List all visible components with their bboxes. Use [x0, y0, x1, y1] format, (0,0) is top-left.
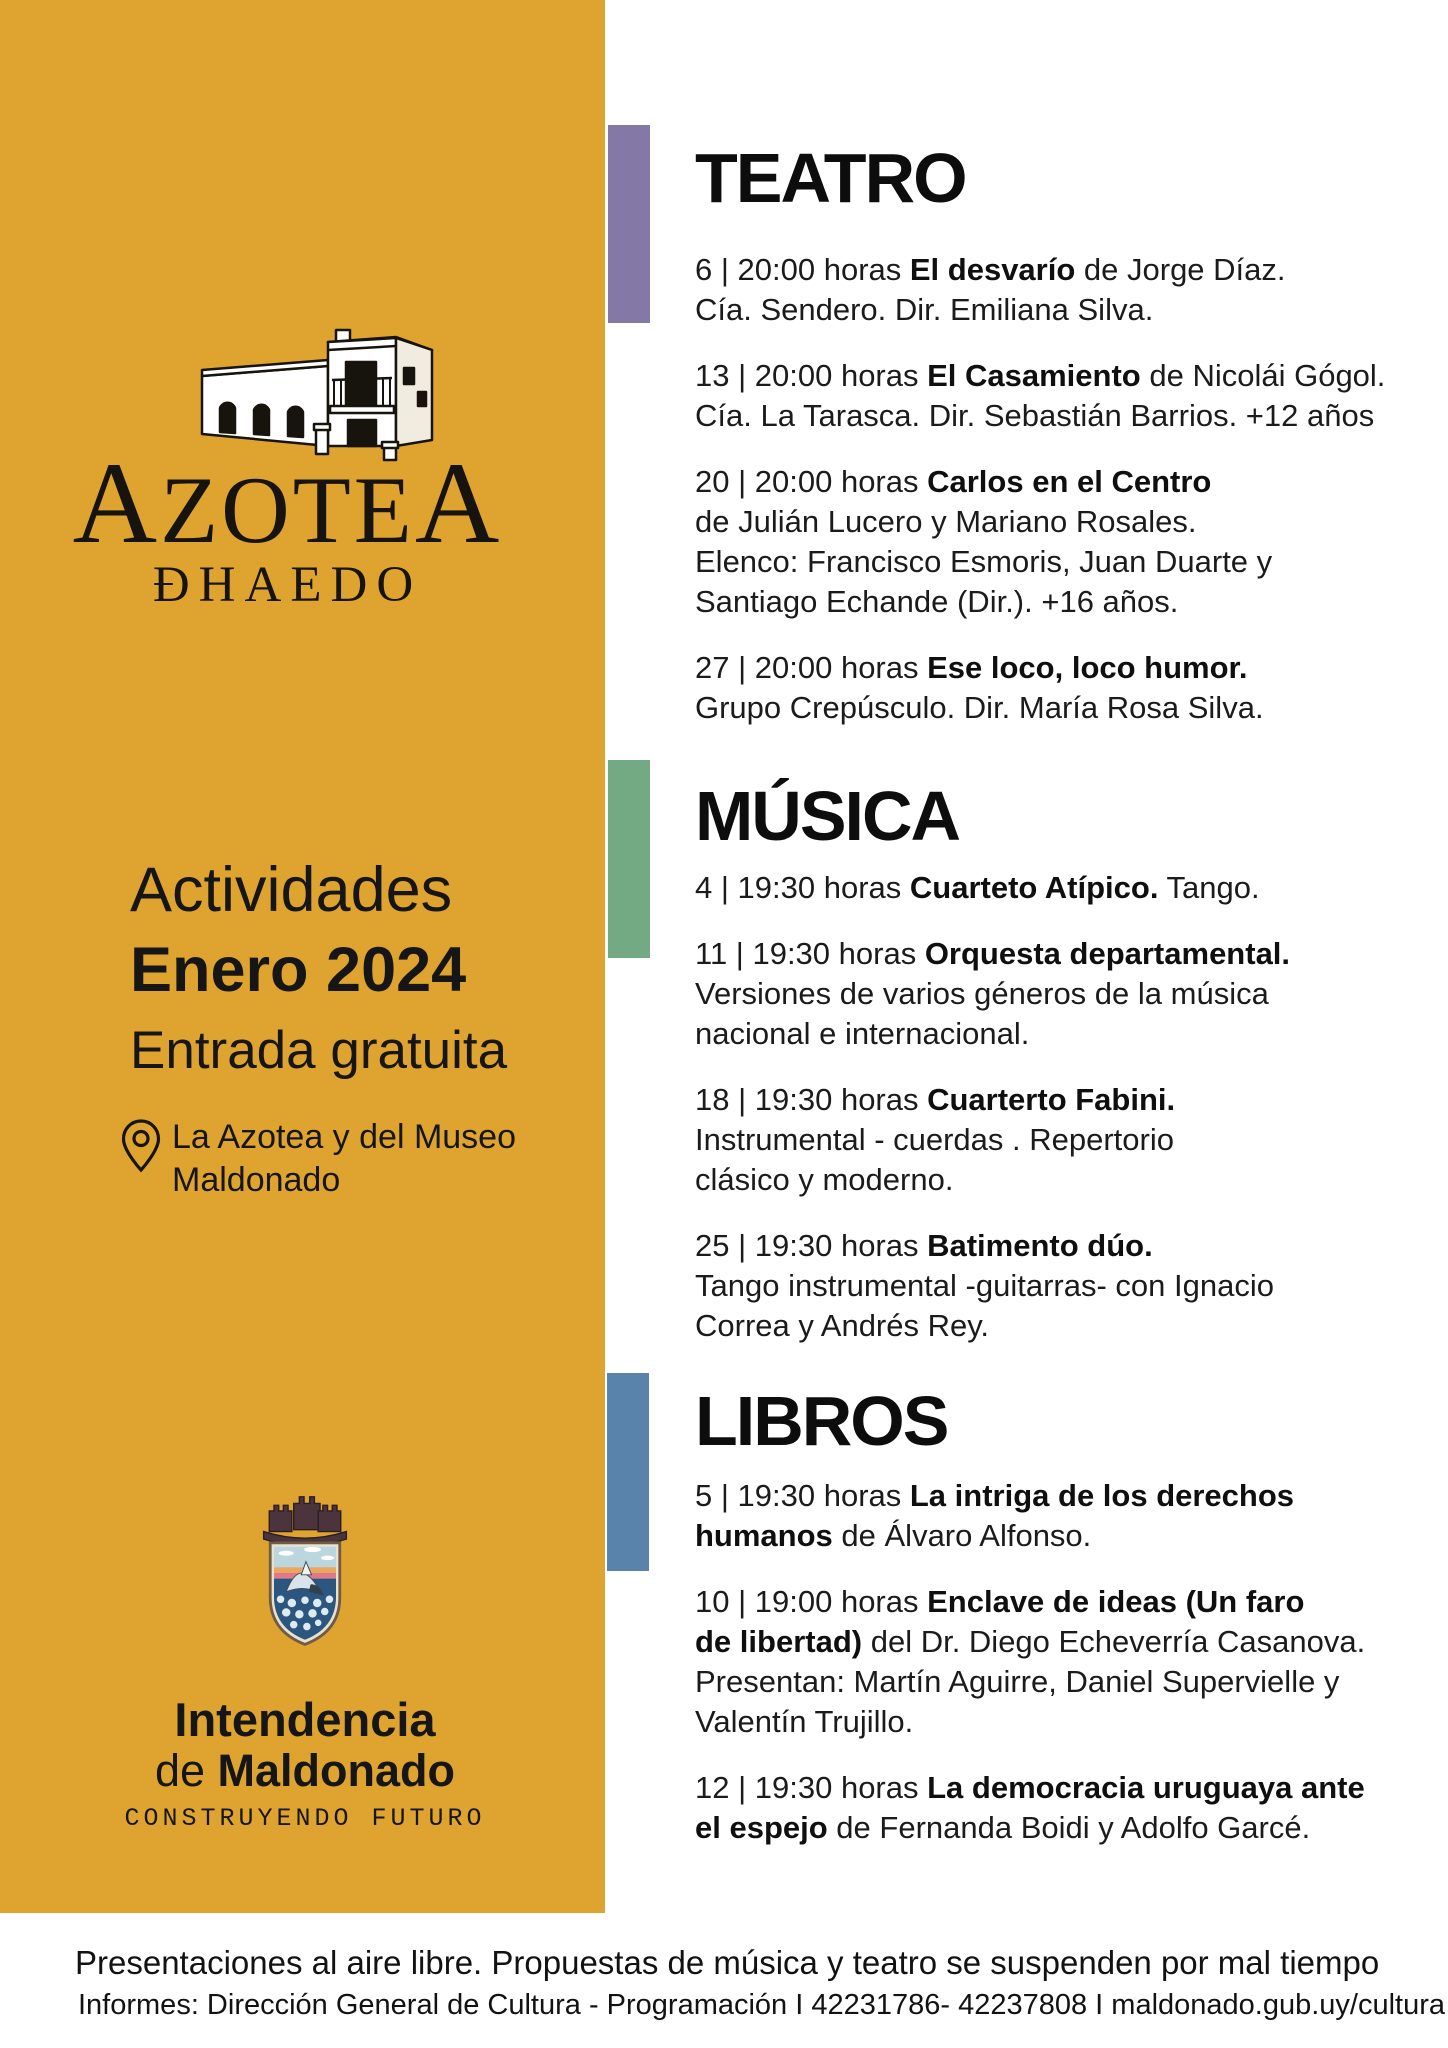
event: [695, 1582, 1440, 1742]
brand-first-letter: A: [72, 439, 161, 568]
event-line: de libertad) del Dr. Diego Echeverría Casanova.: [695, 1624, 1366, 1659]
event-list-libros: [695, 1476, 1440, 1874]
event-line: 25 | 19:30 horas Batimento dúo.: [695, 1228, 1153, 1263]
event: [695, 462, 1440, 622]
event-line: 10 | 19:00 horas Enclave de ideas (Un faro: [695, 1584, 1305, 1619]
admission-note: Entrada gratuita: [130, 1021, 508, 1080]
activities-block: [130, 850, 507, 1092]
event-line: 27 | 20:00 horas Ese loco, loco humor.: [695, 650, 1248, 685]
org-block: [55, 1492, 555, 1833]
event-line: Grupo Crepúsculo. Dir. María Rosa Silva.: [695, 690, 1264, 725]
event-line: Correa y Andrés Rey.: [695, 1308, 990, 1343]
org-name-line2: [55, 1746, 555, 1796]
event-line: 12 | 19:30 horas La democracia uruguaya ante: [695, 1770, 1365, 1805]
event: [695, 934, 1440, 1054]
brand-last-letter: A: [414, 439, 503, 568]
brand-panel: [0, 0, 605, 1913]
brand-sublogo: ÐHAEDO: [152, 557, 423, 613]
event-line: Valentín Trujillo.: [695, 1704, 914, 1739]
event-line: humanos de Álvaro Alfonso.: [695, 1518, 1092, 1553]
org-name-line1: Intendencia: [174, 1693, 436, 1746]
location-line2: Maldonado: [172, 1161, 341, 1199]
location-text: [172, 1116, 516, 1202]
footer-note: Presentaciones al aire libre. Propuestas de música y teatro se suspenden por mal tiempo: [75, 1944, 1380, 1981]
event-line: Presentan: Martín Aguirre, Daniel Supervielle y: [695, 1664, 1340, 1699]
event-line: 5 | 19:30 horas La intriga de los derechos: [695, 1478, 1295, 1513]
section-accent-bar-teatro: [608, 125, 650, 323]
brand-wordmark: [0, 439, 575, 568]
event: [695, 356, 1440, 436]
event: [695, 1768, 1440, 1848]
event-line: Instrumental - cuerdas . Repertorio: [695, 1122, 1174, 1157]
event-line: Cía. Sendero. Dir. Emiliana Silva.: [695, 292, 1154, 327]
event-line: Tango instrumental -guitarras- con Ignacio: [695, 1268, 1274, 1303]
brand-word-middle: ZOTE: [160, 457, 415, 563]
event: [695, 648, 1440, 728]
event-line: 6 | 20:00 horas El desvarío de Jorge Díaz.: [695, 252, 1286, 287]
event-line: 18 | 19:30 horas Cuarterto Fabini.: [695, 1082, 1176, 1117]
event-line: 4 | 19:30 horas Cuarteto Atípico. Tango.: [695, 870, 1260, 905]
section-heading-teatro: TEATRO: [695, 139, 966, 217]
event-line: nacional e internacional.: [695, 1016, 1030, 1051]
section-heading-musica: MÚSICA: [695, 777, 960, 855]
org-name-bold: Maldonado: [217, 1745, 456, 1796]
event-line: Versiones de varios géneros de la música: [695, 976, 1269, 1011]
event: [695, 250, 1440, 330]
event: [695, 1476, 1440, 1556]
event-line: 20 | 20:00 horas Carlos en el Centro: [695, 464, 1212, 499]
org-name-prefix: de: [154, 1745, 218, 1796]
footer-contact: Informes: Dirección General de Cultura - Programación I 42231786- 42237808 I maldonado.gub.uy/cultura: [78, 1989, 1446, 2021]
location-pin-icon: [120, 1118, 162, 1174]
event-line: Santiago Echande (Dir.). +16 años.: [695, 584, 1179, 619]
event-line: Elenco: Francisco Esmoris, Juan Duarte y: [695, 544, 1273, 579]
event-line: de Julián Lucero y Mariano Rosales.: [695, 504, 1197, 539]
section-heading-libros: LIBROS: [695, 1382, 948, 1460]
location-row: [120, 1116, 516, 1202]
event: [695, 1080, 1440, 1200]
event: [695, 1226, 1440, 1346]
event-line: clásico y moderno.: [695, 1162, 954, 1197]
section-accent-bar-libros: [607, 1373, 649, 1571]
activities-month: Enero 2024: [130, 935, 467, 1005]
municipal-crest: [258, 1492, 352, 1684]
activities-title: Actividades: [130, 855, 453, 925]
event-list-musica: [695, 868, 1440, 1372]
event-line: Cía. La Tarasca. Dir. Sebastián Barrios. +12 años: [695, 398, 1375, 433]
event-line: el espejo de Fernanda Boidi y Adolfo Garcé.: [695, 1810, 1311, 1845]
event-list-teatro: [695, 250, 1440, 754]
event: [695, 868, 1440, 908]
org-tagline: CONSTRUYENDO FUTURO: [124, 1804, 486, 1833]
section-accent-bar-musica: [608, 760, 650, 958]
event-line: 11 | 19:30 horas Orquesta departamental.: [695, 936, 1291, 971]
location-line1: La Azotea y del Museo: [172, 1118, 517, 1156]
event-line: 13 | 20:00 horas El Casamiento de Nicolái Gógol.: [695, 358, 1386, 393]
